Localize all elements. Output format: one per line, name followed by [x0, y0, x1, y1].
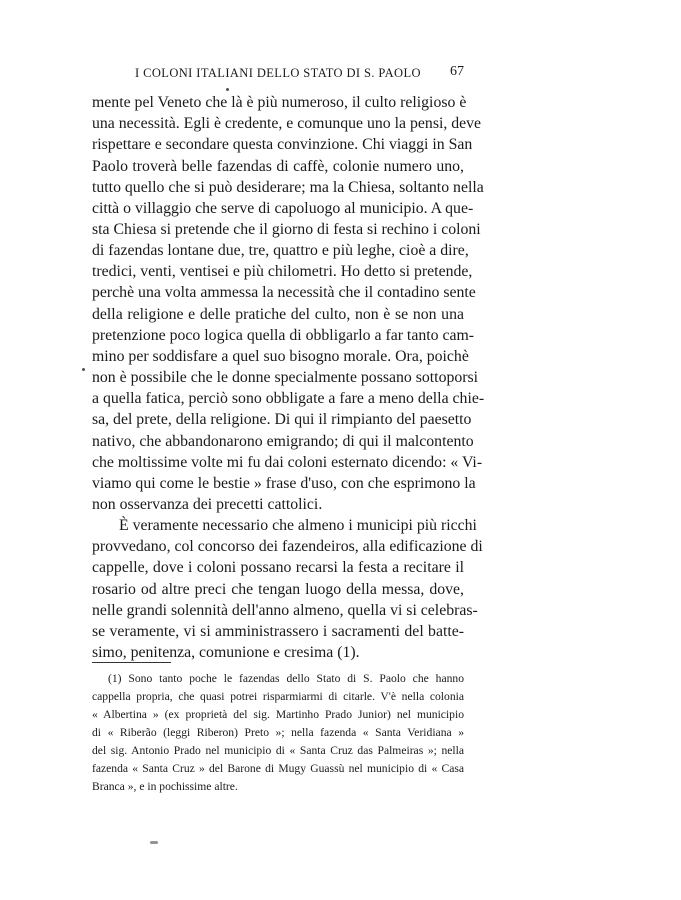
text-line: provvedano, col concorso dei fazendeiros, alla edificazione di — [92, 538, 483, 556]
footnote-line: Branca », e in pochissime altre. — [92, 780, 238, 793]
text-line: cappelle, dove i coloni possano recarsi la festa a recitare il — [92, 559, 464, 577]
text-line: non è possibile che le donne specialmente possano sottoporsi — [92, 369, 479, 386]
footnote-line: « Albertina » (ex proprietà del sig. Martinho Prado Junior) nel municipio — [92, 708, 464, 721]
text-line: una necessità. Egli è credente, e comunque uno la pensi, deve — [92, 115, 482, 133]
footnote-rule — [92, 662, 171, 663]
running-head: I COLONI ITALIANI DELLO STATO DI S. PAOLO — [135, 66, 421, 80]
ink-speck — [82, 368, 85, 371]
text-line: rosario od altre preci che tengan luogo della messa, dove, — [92, 580, 464, 598]
text-line: Paolo troverà belle fazendas di caffè, colonie numero uno, — [92, 157, 464, 175]
ink-speck — [226, 88, 229, 91]
text-line: a quella fatica, perciò sono obbligate a fare a meno della chie- — [92, 390, 485, 408]
text-line: viamo qui come le bestie » frase d'uso, con che esprimono la — [92, 474, 476, 492]
text-line: sa, del prete, della religione. Di qui il rimpianto del paesetto — [92, 411, 472, 429]
text-line: simo, penitenza, comunione e cresima (1). — [92, 644, 360, 661]
text-line: città o villaggio che serve di capoluogo al municipio. A que- — [92, 199, 474, 217]
text-line: non osservanza dei precetti cattolici. — [92, 495, 323, 513]
footnote-line: (1) Sono tanto poche le fazendas dello Stato di S. Paolo che hanno — [108, 672, 464, 685]
text-line: rispettare e secondare questa convinzione. Chi viaggi in San — [92, 136, 473, 154]
text-line: mino per soddisfare a quel suo bisogno morale. Ora, poichè — [92, 347, 469, 365]
footnote-line: fazenda « Santa Cruz » del Barone di Mugy Guassù nel municipio di « Casa — [92, 762, 464, 775]
ink-smudge — [150, 841, 158, 844]
text-line: tutto quello che si può desiderare; ma la Chiesa, soltanto nella — [92, 178, 484, 196]
footnote-line: del sig. Antonio Prado nel municipio di « Santa Cruz das Palmeiras »; nella — [92, 744, 464, 757]
text-line: che moltissime volte mi fu dai coloni esternato dicendo: « Vi- — [92, 453, 483, 471]
text-line: nelle grandi solennità dell'anno almeno, quella vi si celebras- — [92, 601, 478, 619]
page-number: 67 — [450, 64, 464, 79]
text-line: perchè una volta ammessa la necessità che il contadino sente — [92, 284, 476, 302]
text-line: tredici, venti, ventisei e più chilometri. Ho detto si pretende, — [92, 263, 473, 281]
text-line: di fazendas lontane due, tre, quattro e più leghe, cioè a dire, — [92, 242, 469, 260]
text-line: sta Chiesa si pretende che il giorno di festa si rechino i coloni — [92, 220, 481, 238]
text-line: mente pel Veneto che là è più numeroso, il culto religioso è — [92, 94, 467, 111]
text-line: pretenzione poco logica quella di obbligarlo a far tanto cam- — [92, 326, 475, 344]
footnote-line: cappella propria, che quasi potrei risparmiarmi di citarle. V'è nella colonia — [92, 690, 464, 703]
text-line: È veramente necessario che almeno i municipi più ricchi — [119, 517, 477, 535]
text-line: se veramente, vi si amministrassero i sacramenti del batte- — [92, 622, 464, 640]
text-line: nativo, che abbandonarono emigrando; di qui il malcontento — [92, 432, 474, 450]
text-line: della religione e delle pratiche del culto, non è se non una — [92, 305, 464, 323]
footnote-line: di « Riberão (leggi Riberon) Preto »; nella fazenda « Santa Veridiana » — [92, 726, 464, 739]
